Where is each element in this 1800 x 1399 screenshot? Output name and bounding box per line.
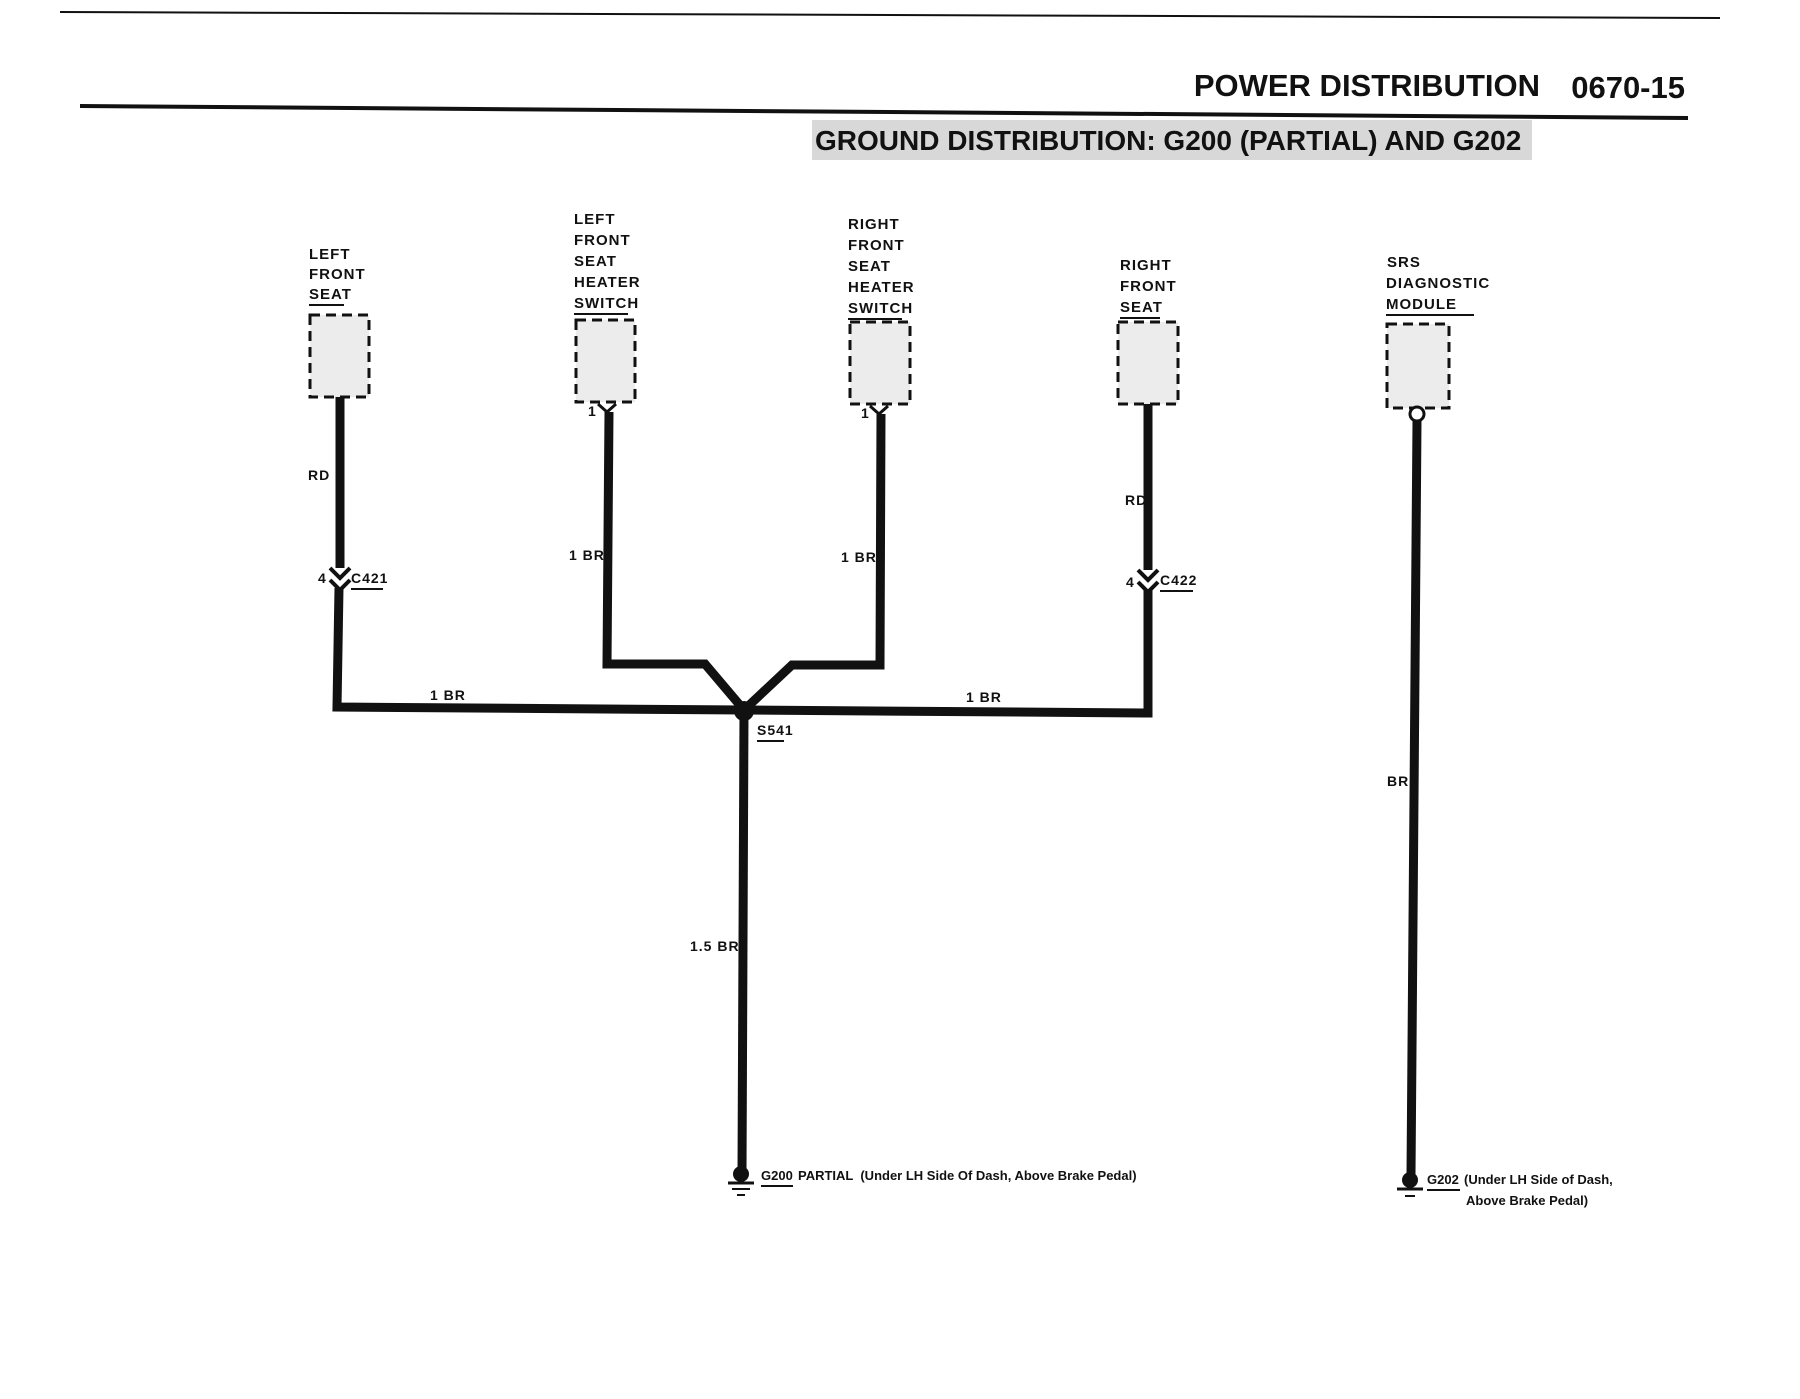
connector-c422-label: C422 xyxy=(1160,572,1198,588)
wire-label-left-seat-rd: RD xyxy=(308,467,331,483)
ground-g202-description-line2: Above Brake Pedal) xyxy=(1466,1193,1589,1208)
left-switch-pin-connector xyxy=(598,404,616,412)
left-switch-label-4: HEATER xyxy=(574,274,641,291)
right-switch-label-1: RIGHT xyxy=(848,216,900,233)
left-switch-label-5: SWITCH xyxy=(574,295,640,312)
ground-g200-id: G200 xyxy=(761,1168,793,1183)
wire-label-right-seat-rd: RD xyxy=(1125,492,1148,508)
right-switch-label-3: SEAT xyxy=(848,258,891,275)
left-switch-label-2: FRONT xyxy=(574,232,631,249)
right-front-seat-label-1: RIGHT xyxy=(1120,257,1172,274)
page-code: 0670-15 xyxy=(1571,70,1685,105)
right-switch-pin-connector xyxy=(870,406,888,414)
page-title: POWER DISTRIBUTION xyxy=(1193,68,1540,103)
ground-g202-icon xyxy=(1397,1172,1423,1196)
left-front-seat-box xyxy=(310,315,369,397)
connector-c421-label: C421 xyxy=(351,570,389,586)
header-rule xyxy=(80,106,1688,118)
component-right-front-seat-heater-switch xyxy=(848,216,915,421)
srs-module-label-2: DIAGNOSTIC xyxy=(1386,275,1491,292)
splice-s541-label: S541 xyxy=(757,722,794,738)
left-front-seat-label-3: SEAT xyxy=(309,286,352,303)
ground-g202-description-line1: (Under LH Side of Dash, xyxy=(1464,1172,1613,1187)
wire-label-main-ground: 1.5 BR xyxy=(690,938,740,954)
right-switch-box xyxy=(850,322,910,404)
wire-label-right-bus: 1 BR xyxy=(966,689,1002,705)
wire-srs-ground xyxy=(1411,421,1417,1174)
component-right-front-seat xyxy=(1118,257,1178,404)
connector-c421-symbol xyxy=(330,568,350,590)
left-front-seat-label-1: LEFT xyxy=(309,246,351,263)
right-switch-label-2: FRONT xyxy=(848,237,905,254)
wire-main-ground xyxy=(742,711,744,1172)
c421-pin-number: 4 xyxy=(318,570,327,586)
ground-g202-id: G202 xyxy=(1427,1172,1459,1187)
component-left-front-seat xyxy=(309,246,369,397)
left-front-seat-label-2: FRONT xyxy=(309,266,366,283)
component-left-front-seat-heater-switch xyxy=(574,211,641,419)
wire-label-left-bus: 1 BR xyxy=(430,687,466,703)
diagram-subtitle: GROUND DISTRIBUTION: G200 (PARTIAL) AND G202 xyxy=(815,125,1522,156)
srs-module-box xyxy=(1387,324,1449,408)
ground-g200-description: PARTIAL (Under LH Side Of Dash, Above Brake Pedal) xyxy=(798,1168,1137,1183)
wire-left-switch xyxy=(607,412,744,710)
right-front-seat-label-2: FRONT xyxy=(1120,278,1177,295)
left-switch-label-3: SEAT xyxy=(574,253,617,270)
srs-module-label-3: MODULE xyxy=(1386,296,1457,313)
connector-c422-symbol xyxy=(1138,570,1158,592)
right-switch-label-5: SWITCH xyxy=(848,300,914,317)
c422-pin-number: 4 xyxy=(1126,574,1135,590)
wire-right-seat-lower xyxy=(744,590,1148,713)
srs-module-label-1: SRS xyxy=(1387,254,1421,271)
right-front-seat-box xyxy=(1118,322,1178,404)
top-border-line xyxy=(60,12,1720,18)
left-switch-box xyxy=(576,320,635,402)
wire-label-left-switch: 1 BR xyxy=(569,547,605,563)
left-switch-label-1: LEFT xyxy=(574,211,616,228)
component-srs-diagnostic-module xyxy=(1386,254,1490,421)
ground-g200-icon xyxy=(728,1166,754,1195)
wire-label-right-switch: 1 BR xyxy=(841,549,877,565)
left-switch-pin-number: 1 xyxy=(588,403,597,419)
right-switch-pin-number: 1 xyxy=(861,405,870,421)
right-front-seat-label-3: SEAT xyxy=(1120,299,1163,316)
srs-module-pin-circle xyxy=(1410,407,1424,421)
wire-left-seat-lower xyxy=(337,588,744,710)
wire-label-srs-ground: BR xyxy=(1387,773,1410,789)
right-switch-label-4: HEATER xyxy=(848,279,915,296)
